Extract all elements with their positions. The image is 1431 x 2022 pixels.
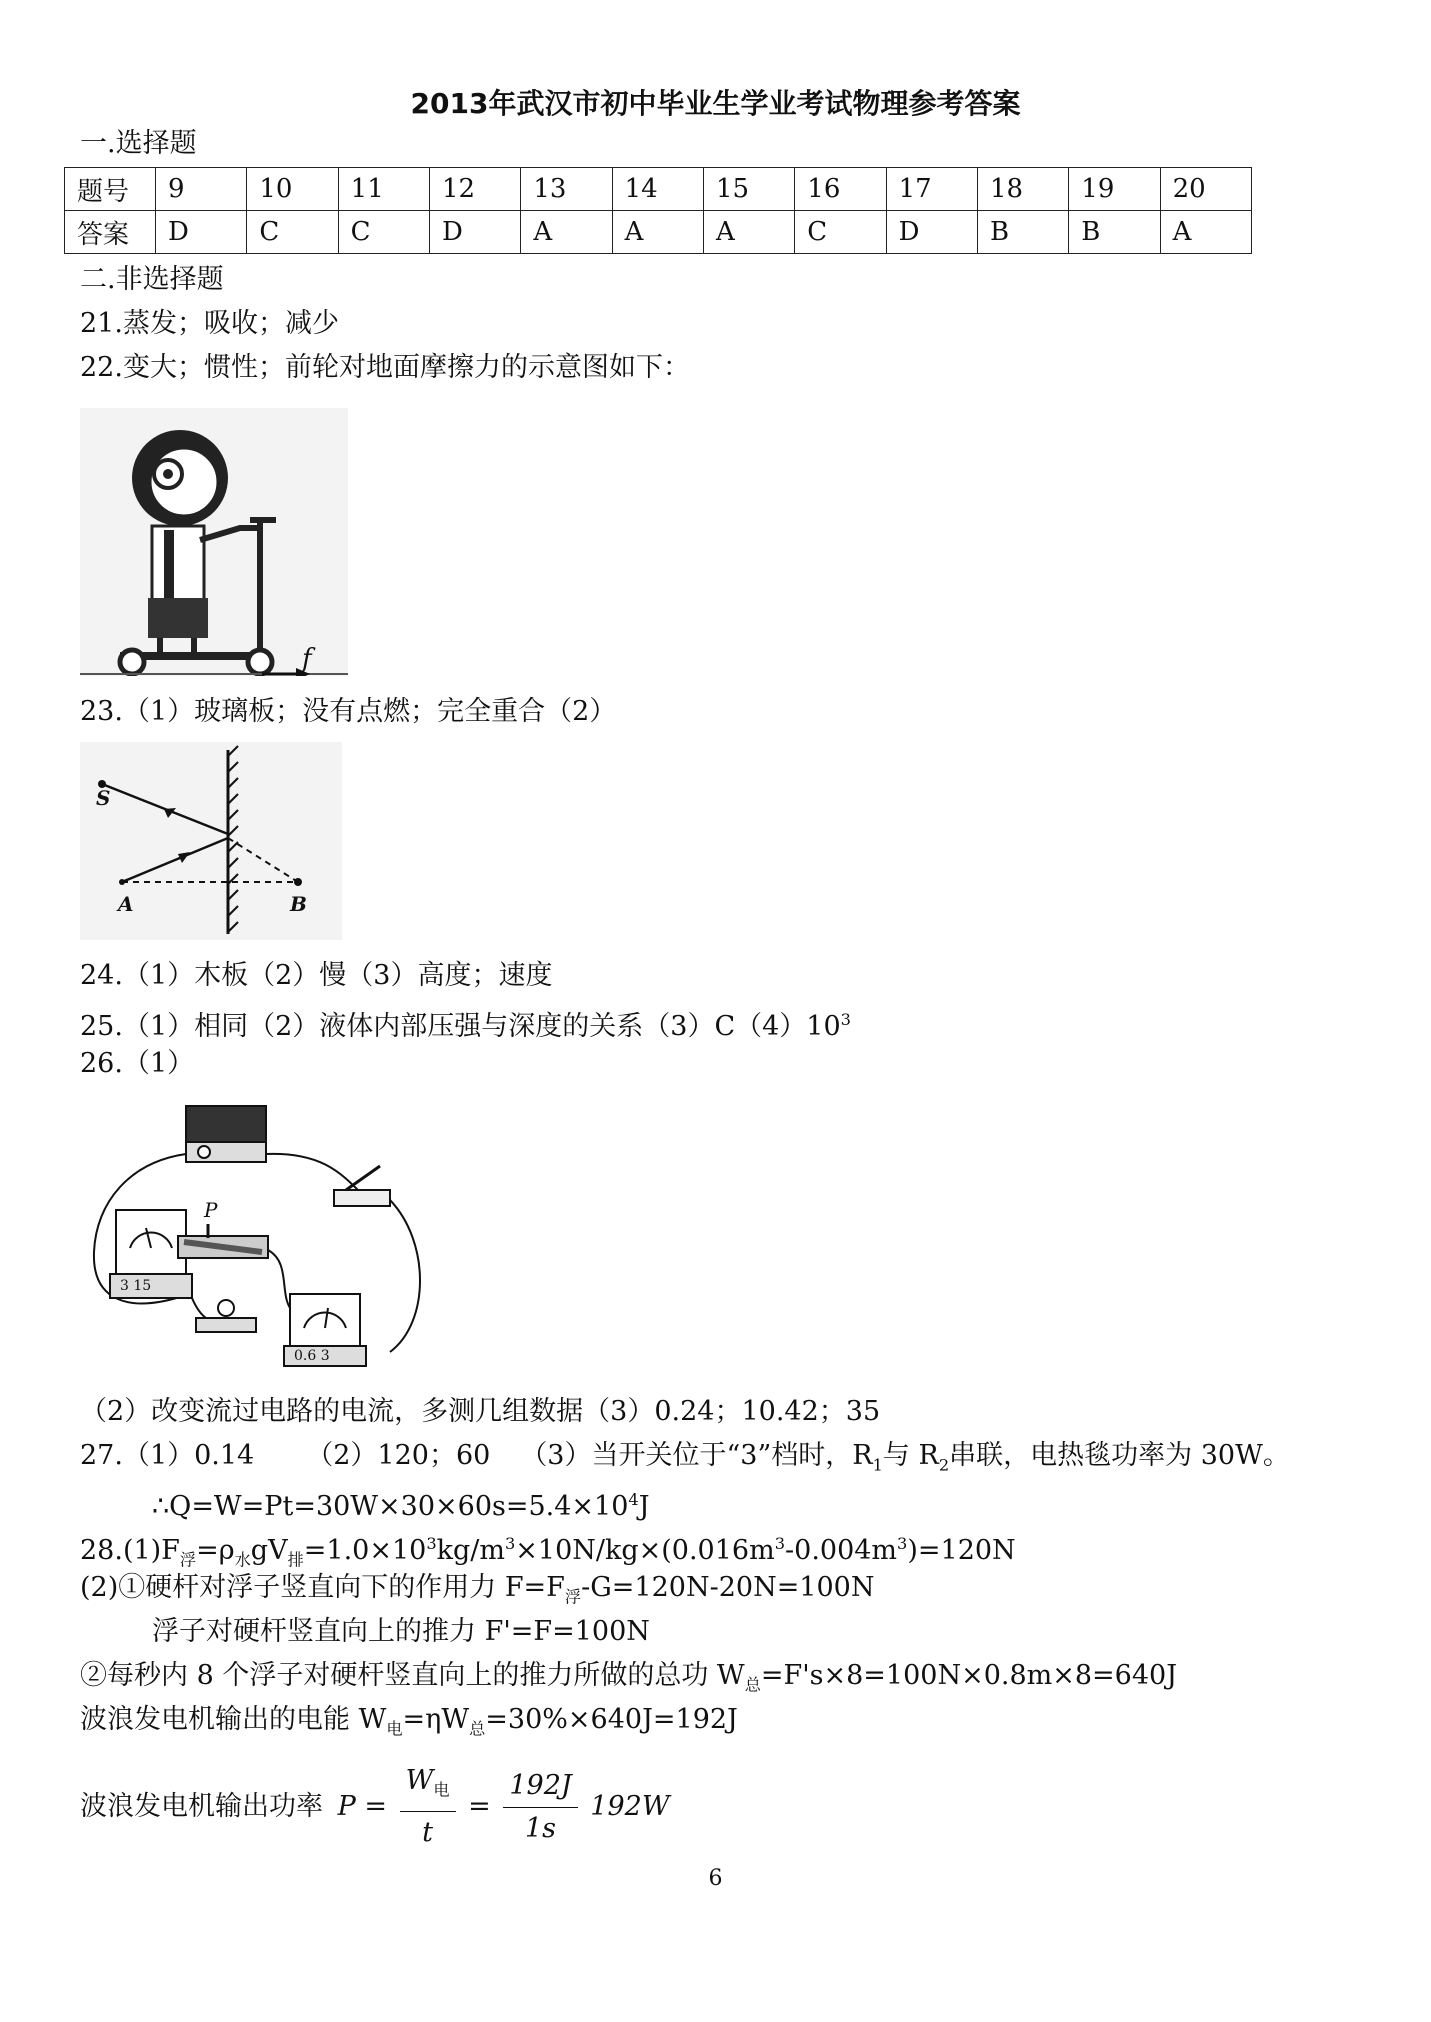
fraction-192j-over-1s: $\frac{192J}{1s}$ xyxy=(503,1765,577,1850)
table-cell: 14 xyxy=(612,168,703,211)
answer-25: 25.（1）相同（2）液体内部压强与深度的关系$(3)C(4)10^3$ xyxy=(80,1010,851,1042)
table-cell: 18 xyxy=(977,168,1068,211)
answer-26-part1: 26.（1） xyxy=(80,1048,195,1079)
table-cell: C xyxy=(247,211,338,254)
answer-26-part2: （2）改变流过电路的电流，多测几组数据（3）0.24；10.42；35 xyxy=(80,1396,881,1427)
table-cell: D xyxy=(429,211,520,254)
table-cell: A xyxy=(703,211,794,254)
table-cell: 10 xyxy=(247,168,338,211)
voltmeter-range-label: 3 15 xyxy=(120,1278,152,1294)
scooter-friction-diagram xyxy=(80,408,348,676)
table-cell: D xyxy=(886,211,977,254)
table-cell: 9 xyxy=(156,168,247,211)
answer-28-line5: 波浪发电机输出的电能 $W_电=\eta W_总=30\%\times 640J=192J$ xyxy=(80,1704,738,1739)
table-cell: D xyxy=(156,211,247,254)
table-cell: A xyxy=(612,211,703,254)
scooter-friction-figure xyxy=(80,408,348,676)
section-nonchoice-heading: 二.非选择题 xyxy=(80,264,224,295)
table-cell: A xyxy=(521,211,612,254)
page-title: 2013年武汉市初中毕业生学业考试物理参考答案 xyxy=(410,87,1021,120)
circuit-diagram xyxy=(90,1102,436,1368)
answer-21: 21.蒸发；吸收；减少 xyxy=(80,308,339,339)
table-cell: 11 xyxy=(338,168,429,211)
table-cell: B xyxy=(977,211,1068,254)
point-s-label: S xyxy=(96,786,111,810)
table-cell: C xyxy=(795,211,886,254)
table-cell: 17 xyxy=(886,168,977,211)
table-cell: 16 xyxy=(795,168,886,211)
table-cell: 13 xyxy=(521,168,612,211)
table-cell: 20 xyxy=(1160,168,1251,211)
table-header-answer: 答案 xyxy=(65,211,156,254)
circuit-figure xyxy=(90,1102,436,1368)
answer-28-line4: ②每秒内 8 个浮子对硬杆竖直向上的推力所做的总功 $W_总=F's\times 8=100N\times 0.8m\times 8=640J$ xyxy=(80,1660,1178,1695)
friction-label: f xyxy=(302,644,312,674)
table-header-number: 题号 xyxy=(65,168,156,211)
point-a-label: A xyxy=(118,892,134,916)
ammeter-range-label: 0.6 3 xyxy=(294,1348,330,1364)
answer-27-line1: 27.（1）0.14 （2）120；60 （3）当开关位于“3”档时，$R_1$与 $R_2$串联，电热毯功率为 30W。 xyxy=(80,1440,1290,1475)
table-cell: 19 xyxy=(1069,168,1160,211)
table-cell: B xyxy=(1069,211,1160,254)
answer-table xyxy=(64,167,1252,254)
answer-27-line2: $\therefore Q=W=Pt=30W\times 30\times 60s=5.4\times 10^4J$ xyxy=(152,1490,650,1522)
table-cell: C xyxy=(338,211,429,254)
answer-24: 24.（1）木板（2）慢（3）高度；速度 xyxy=(80,960,553,991)
table-cell: 12 xyxy=(429,168,520,211)
answer-28-line2: (2)①硬杆对浮子竖直向下的作用力 $F=F_浮-G=120N-20N=100N$ xyxy=(80,1572,875,1607)
point-b-label: B xyxy=(290,892,307,916)
answer-22: 22.变大；惯性；前轮对地面摩擦力的示意图如下： xyxy=(80,352,690,383)
fraction-w-over-t: $\frac{W_电}{t}$ xyxy=(400,1760,456,1854)
table-row-numbers xyxy=(65,168,1252,211)
page-number: 6 xyxy=(708,1866,723,1891)
table-cell: A xyxy=(1160,211,1251,254)
answer-28-line1: $28.(1)F_浮=\rho_水gV_排=1.0\times 10^3kg/m^3\times 10N/kg\times(0.016m^3-0.004m^3)=120N$ xyxy=(80,1534,1016,1570)
section-choice-heading: 一.选择题 xyxy=(80,128,197,159)
answer-28-line3: 浮子对硬杆竖直向上的推力 F'=F=100N xyxy=(152,1616,650,1647)
table-cell: 15 xyxy=(703,168,794,211)
answer-28-power-formula: 波浪发电机输出功率 P = $\frac{W_电}{t}$ = $\frac{192J}{1s}$ 192W xyxy=(80,1760,670,1854)
table-row-answers xyxy=(65,211,1252,254)
mirror-ray-figure xyxy=(80,742,342,940)
slider-p-label: P xyxy=(204,1198,218,1222)
answer-23: 23.（1）玻璃板；没有点燃；完全重合（2） xyxy=(80,696,617,727)
